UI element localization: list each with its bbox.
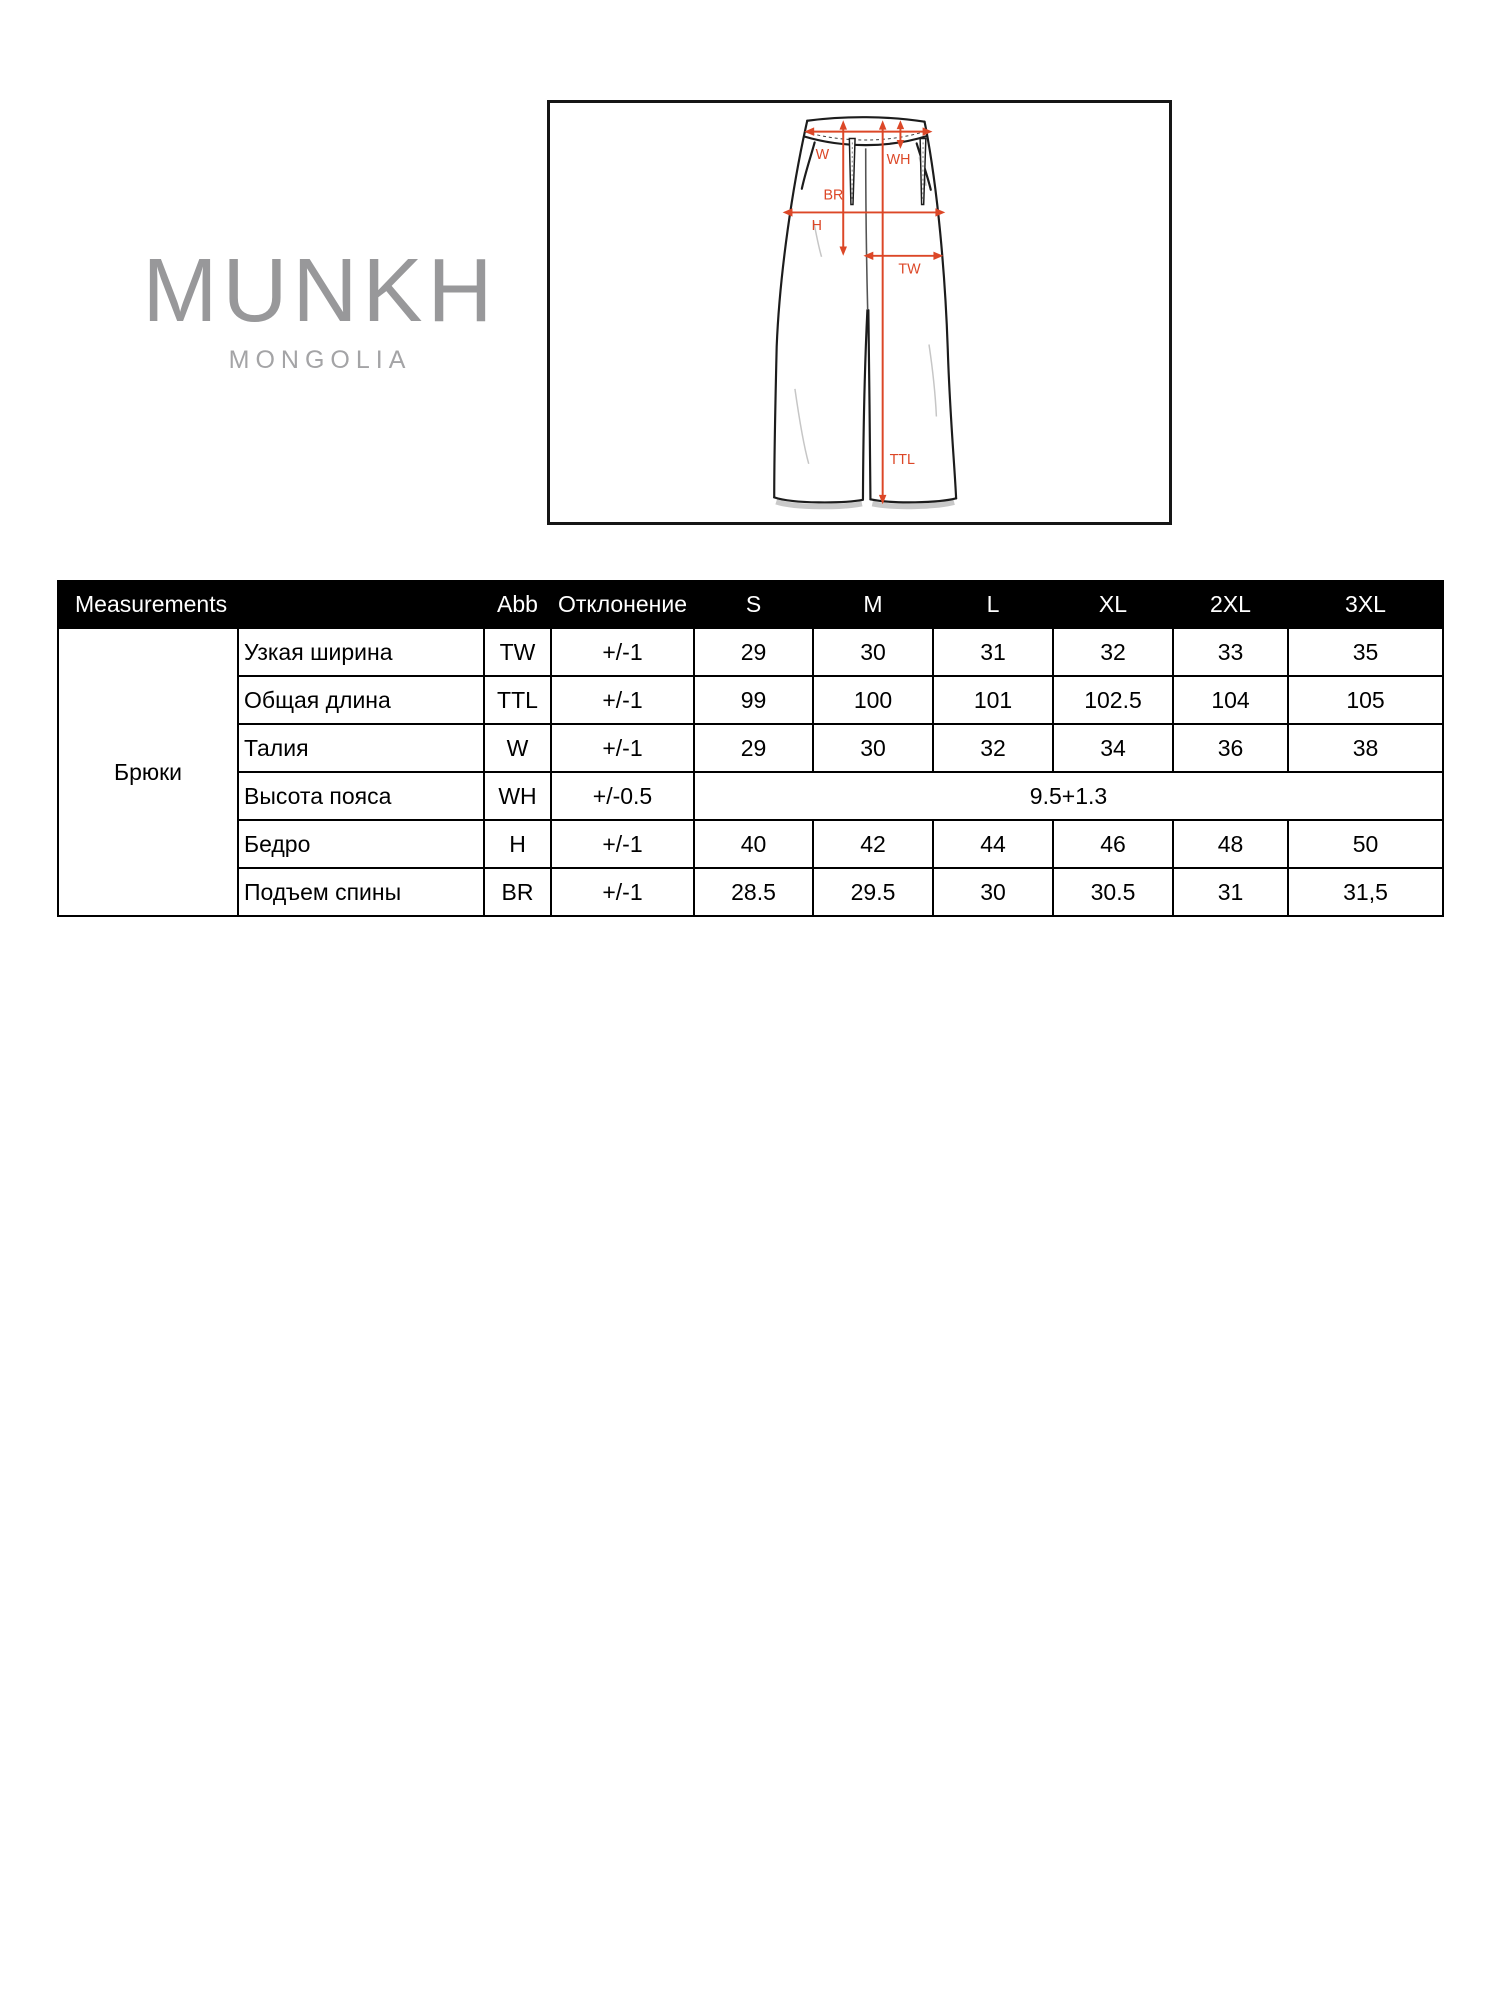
header-size-s: S xyxy=(694,581,813,628)
row-value: 33 xyxy=(1173,628,1288,676)
row-value: 35 xyxy=(1288,628,1443,676)
group-label: Брюки xyxy=(58,628,238,916)
row-value: 44 xyxy=(933,820,1053,868)
row-name: Общая длина xyxy=(238,676,484,724)
row-value: 29.5 xyxy=(813,868,933,916)
row-name: Высота пояса xyxy=(238,772,484,820)
row-abb: BR xyxy=(484,868,551,916)
header-size-2xl: 2XL xyxy=(1173,581,1288,628)
table-row xyxy=(58,724,1443,772)
row-value: 105 xyxy=(1288,676,1443,724)
row-value: 28.5 xyxy=(694,868,813,916)
label-tw: TW xyxy=(898,261,921,278)
row-value: 32 xyxy=(933,724,1053,772)
row-name: Талия xyxy=(238,724,484,772)
row-value: 30 xyxy=(813,628,933,676)
pants-diagram-box xyxy=(547,100,1172,525)
row-deviation: +/-1 xyxy=(551,724,694,772)
header-size-3xl: 3XL xyxy=(1288,581,1443,628)
row-name: Узкая ширина xyxy=(238,628,484,676)
row-value: 99 xyxy=(694,676,813,724)
row-value: 102.5 xyxy=(1053,676,1173,724)
row-merged-value: 9.5+1.3 xyxy=(694,772,1443,820)
row-value: 36 xyxy=(1173,724,1288,772)
row-value: 29 xyxy=(694,724,813,772)
row-deviation: +/-0.5 xyxy=(551,772,694,820)
row-abb: WH xyxy=(484,772,551,820)
drawstrings xyxy=(849,138,926,204)
pants-technical-drawing xyxy=(550,103,1169,522)
header-size-l: L xyxy=(933,581,1053,628)
row-value: 40 xyxy=(694,820,813,868)
row-value: 48 xyxy=(1173,820,1288,868)
table-row xyxy=(58,772,1443,820)
row-value: 38 xyxy=(1288,724,1443,772)
header-abb: Abb xyxy=(484,581,551,628)
table-header-row xyxy=(58,581,1443,628)
label-ttl: TTL xyxy=(889,451,915,468)
table-row xyxy=(58,868,1443,916)
row-value: 30.5 xyxy=(1053,868,1173,916)
header-size-m: M xyxy=(813,581,933,628)
row-value: 50 xyxy=(1288,820,1443,868)
row-name: Бедро xyxy=(238,820,484,868)
row-deviation: +/-1 xyxy=(551,820,694,868)
row-abb: TW xyxy=(484,628,551,676)
row-value: 100 xyxy=(813,676,933,724)
label-wh: WH xyxy=(886,152,911,169)
header-deviation: Отклонение xyxy=(551,581,694,628)
row-value: 101 xyxy=(933,676,1053,724)
row-value: 29 xyxy=(694,628,813,676)
header-measurements: Measurements xyxy=(58,581,484,628)
table-row xyxy=(58,820,1443,868)
label-h: H xyxy=(811,218,823,235)
row-value: 34 xyxy=(1053,724,1173,772)
row-value: 30 xyxy=(813,724,933,772)
row-value: 31 xyxy=(1173,868,1288,916)
brand-logo xyxy=(138,241,502,375)
label-w: W xyxy=(815,147,830,164)
table-row xyxy=(58,676,1443,724)
row-abb: W xyxy=(484,724,551,772)
row-deviation: +/-1 xyxy=(551,676,694,724)
row-abb: TTL xyxy=(484,676,551,724)
row-deviation: +/-1 xyxy=(551,628,694,676)
row-value: 32 xyxy=(1053,628,1173,676)
label-br: BR xyxy=(823,187,844,204)
row-abb: H xyxy=(484,820,551,868)
row-value: 31 xyxy=(933,628,1053,676)
row-name: Подъем спины xyxy=(238,868,484,916)
brand-subtitle: MONGOLIA xyxy=(228,346,412,374)
header-size-xl: XL xyxy=(1053,581,1173,628)
fly-center-line xyxy=(866,148,868,310)
row-value: 30 xyxy=(933,868,1053,916)
brand-name: MUNKH xyxy=(142,241,498,341)
row-value: 31,5 xyxy=(1288,868,1443,916)
row-value: 104 xyxy=(1173,676,1288,724)
measurements-table xyxy=(57,580,1444,917)
row-value: 42 xyxy=(813,820,933,868)
row-deviation: +/-1 xyxy=(551,868,694,916)
row-value: 46 xyxy=(1053,820,1173,868)
table-row xyxy=(58,628,1443,676)
